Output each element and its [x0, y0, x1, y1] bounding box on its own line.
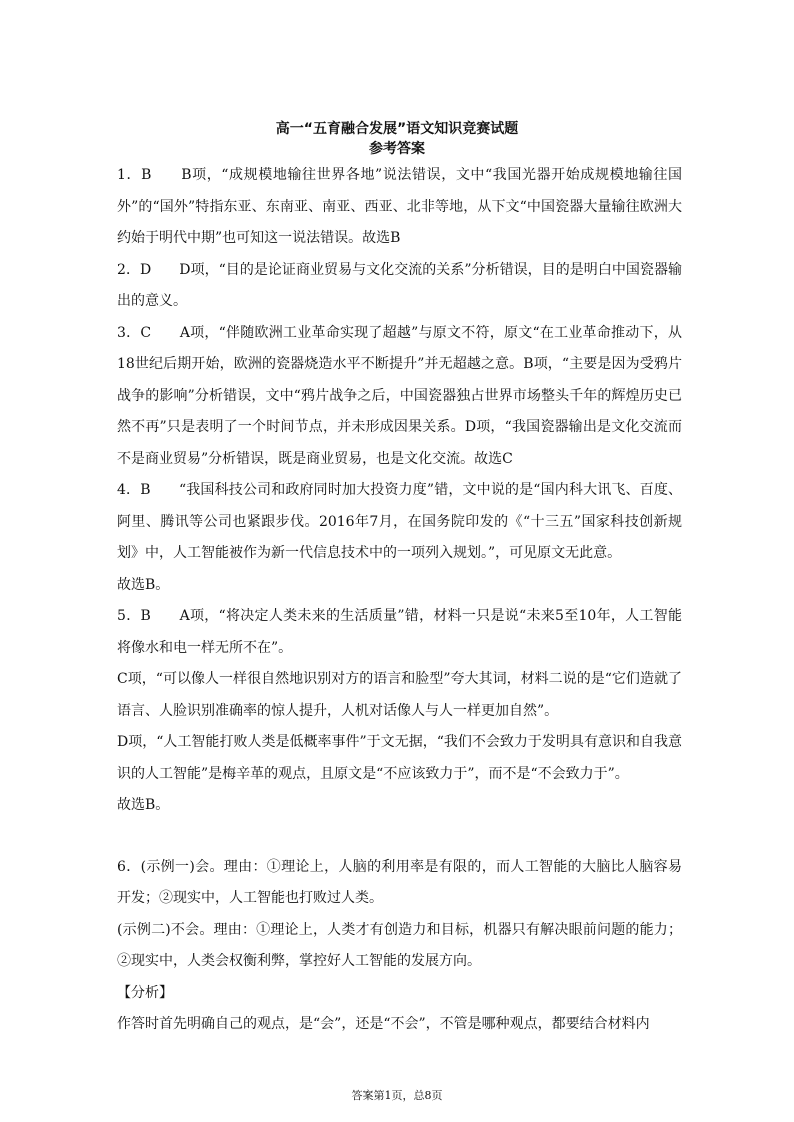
answer-paragraph: 2．D D项，“目的是论证商业贸易与文化交流的关系”分析错误，目的是明白中国瓷器输出的意义。 [117, 261, 682, 309]
document-subtitle: 参考答案 [369, 141, 425, 157]
answer-paragraph: (示例二)不会。理由：①理论上，人类才有创造力和目标，机器只有解决眼前问题的能力；②现实中，人类会权衡利弊，掌控好人工智能的发展方向。 [117, 921, 682, 969]
answer-paragraph: 5．B A项，“将决定人类未来的生活质量”错，材料一只是说“未来5至10年，人工智能将像水和电一样无所不在”。 [117, 608, 682, 656]
paragraph-gap [117, 822, 682, 852]
answer-paragraph: 4．B “我国科技公司和政府同时加大投资力度”错，文中说的是“国内科大讯飞、百度、阿里、腾讯等公司也紧跟步伐。2016年7月，在国务院印发的《“十三五”国家科技创新规划》中，人工智能被作为新一代信息技术中的一项列入规划。”，可见原文无此意。 [117, 482, 682, 561]
answer-paragraph: 故选B。 [117, 576, 170, 593]
page-footer: 答案第1页，总8页 [351, 1089, 443, 1102]
answer-paragraph: 6．(示例一)会。理由：①理论上，人脑的利用率是有限的，而人工智能的大脑比人脑容易开发；②现实中，人工智能也打败过人类。 [117, 858, 682, 906]
answer-paragraph: 3．C A项，“伴随欧洲工业革命实现了超越”与原文不符，原文“在工业革命推动下，从18世纪后期开始，欧洲的瓷器烧造水平不断提升”并无超越之意。B项，“主要是因为受鸦片战争的影响”分析错误，文中“鸦片战争之后，中国瓷器独占世界市场整头千年的辉煌历史已然不再”只是表明了一个时间节点，并未形成因果关系。D项，“我国瓷器输出是文化交流而不是商业贸易”分析错误，既是商业贸易，也是文化交流。故选C [117, 324, 682, 467]
answer-paragraph: C项，“可以像人一样很自然地识别对方的语言和脸型”夸大其词，材料二说的是“它们造就了语言、人脸识别准确率的惊人提升，人机对话像人与人一样更加自然”。 [117, 671, 682, 719]
analysis-heading: 【分析】 [117, 984, 173, 1001]
document-title: 高一“五育融合发展”语文知识竞赛试题 [275, 121, 519, 137]
answer-body [117, 160, 682, 1041]
answer-paragraph: D项，“人工智能打败人类是低概率事件”于文无据，“我们不会致力于发明具有意识和自我意识的人工智能”是梅辛革的观点，且原文是“不应该致力于”，而不是“不会致力于”。 [117, 734, 682, 782]
answer-paragraph: 1．B B项，“成规模地输往世界各地”说法错误，文中“我国光器开始成规模地输往国外”的“国外”特指东亚、东南亚、南亚、西亚、北非等地，从下文“中国瓷器大量输往欧洲大约始于明代中期”也可知这一说法错误。故选B [117, 167, 682, 246]
answer-paragraph: 作答时首先明确自己的观点，是“会”，还是“不会”，不管是哪种观点，都要结合材料内 [117, 1016, 650, 1032]
answer-paragraph: 故选B。 [117, 797, 170, 813]
